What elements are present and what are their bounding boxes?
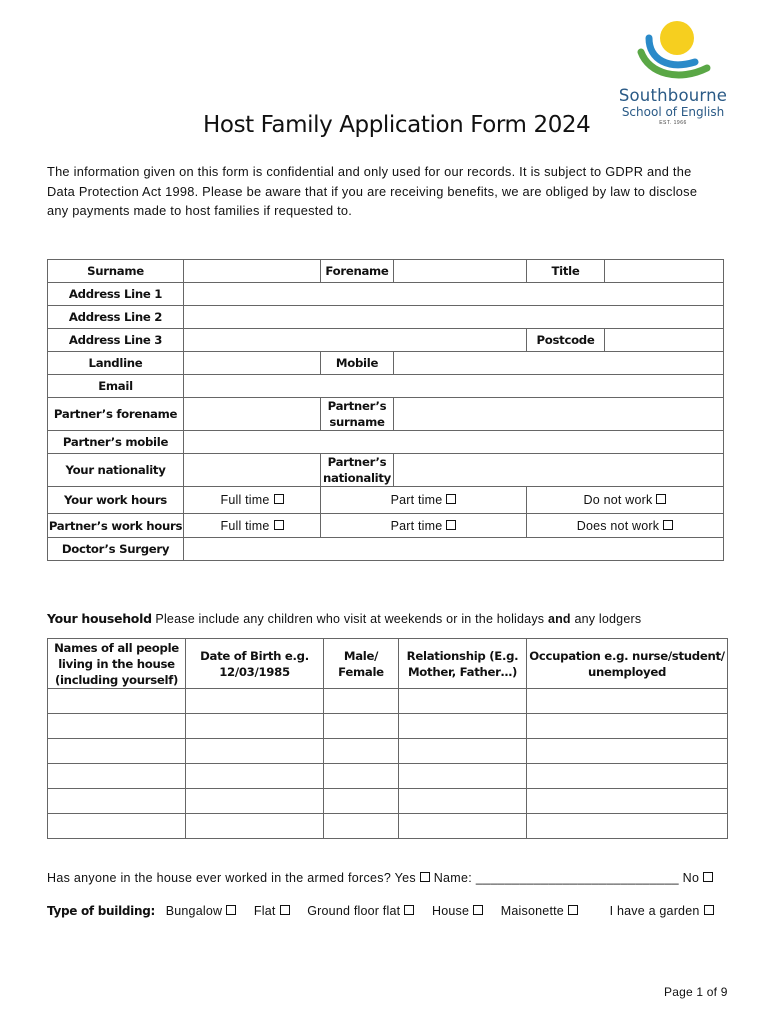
doctors-surgery-label: Doctor’s Surgery <box>48 538 184 561</box>
table-cell[interactable] <box>527 739 728 764</box>
table-row <box>48 714 728 739</box>
logo-sun-waves-icon <box>633 18 713 84</box>
building-option-garden[interactable] <box>610 904 714 918</box>
full-time-text: Full time <box>220 518 270 533</box>
table-cell[interactable] <box>186 789 324 814</box>
option-text: House <box>431 904 470 918</box>
surname-field[interactable] <box>184 260 321 283</box>
table-cell[interactable] <box>324 789 399 814</box>
table-cell[interactable] <box>399 739 527 764</box>
partner-forename-label: Partner’s forename <box>48 398 184 431</box>
table-cell[interactable] <box>399 689 527 714</box>
checkbox-icon[interactable] <box>568 905 578 915</box>
table-cell[interactable] <box>186 764 324 789</box>
title-label: Title <box>527 260 605 283</box>
armed-name-line[interactable]: ____________________________ <box>475 871 679 885</box>
option-text: Flat <box>253 904 276 918</box>
address2-field[interactable] <box>184 306 724 329</box>
armed-yes-text: Yes <box>394 871 416 885</box>
partner-part-time-option[interactable] <box>321 514 527 538</box>
table-cell[interactable] <box>186 739 324 764</box>
household-heading: Your household <box>47 611 152 626</box>
does-not-work-text: Does not work <box>576 518 660 533</box>
column-header: Occupation e.g. nurse/student/ unemployed <box>527 639 728 689</box>
table-cell[interactable] <box>186 714 324 739</box>
partner-nationality-field[interactable] <box>394 454 724 487</box>
column-header: Relationship (E.g. Mother, Father…) <box>399 639 527 689</box>
household-and: and <box>547 612 571 626</box>
checkbox-icon[interactable] <box>274 520 284 530</box>
work-full-time-option[interactable] <box>184 487 321 514</box>
table-cell[interactable] <box>324 764 399 789</box>
your-nationality-field[interactable] <box>184 454 321 487</box>
partner-nationality-label: Partner’s nationality <box>321 454 394 487</box>
part-time-text: Part time <box>390 493 443 507</box>
checkbox-icon[interactable] <box>226 905 236 915</box>
logo-name: Southbourne <box>618 86 728 105</box>
table-row <box>48 764 728 789</box>
page-title: Host Family Application Form 2024 <box>203 112 591 138</box>
household-note: Please include any children who visit at weekends or in the holidays <box>155 612 545 626</box>
armed-no-text: No <box>682 871 700 885</box>
forename-label: Forename <box>321 260 394 283</box>
checkbox-icon[interactable] <box>446 494 456 504</box>
partner-surname-label: Partner’s surname <box>321 398 394 431</box>
building-type-label: Type of building: <box>47 904 156 918</box>
household-note-end: any lodgers <box>574 612 642 626</box>
table-cell[interactable] <box>527 714 728 739</box>
partner-full-time-option[interactable] <box>184 514 321 538</box>
address1-label: Address Line 1 <box>48 283 184 306</box>
part-time-text: Part time <box>390 518 443 533</box>
table-row <box>48 739 728 764</box>
checkbox-icon[interactable] <box>404 905 414 915</box>
table-row <box>48 789 728 814</box>
armed-name-label: Name: <box>433 871 473 885</box>
partner-forename-field[interactable] <box>184 398 321 431</box>
table-cell[interactable] <box>48 814 186 839</box>
table-cell[interactable] <box>48 789 186 814</box>
table-row <box>48 814 728 839</box>
table-cell[interactable] <box>324 689 399 714</box>
armed-forces-text: Has anyone in the house ever worked in the armed forces? <box>47 871 392 885</box>
logo-est: EST. 1966 <box>659 120 687 126</box>
building-option-bungalow[interactable] <box>166 904 237 918</box>
logo-subtitle: School of English <box>621 105 725 119</box>
partner-mobile-label: Partner’s mobile <box>48 431 184 454</box>
do-not-work-text: Do not work <box>583 493 653 507</box>
partner-work-hours-label: Partner’s work hours <box>48 514 184 538</box>
partner-mobile-field[interactable] <box>184 431 724 454</box>
table-cell[interactable] <box>186 814 324 839</box>
table-cell[interactable] <box>527 764 728 789</box>
school-logo <box>608 18 738 130</box>
email-label: Email <box>48 375 184 398</box>
table-cell[interactable] <box>324 814 399 839</box>
building-type-row <box>47 904 727 918</box>
building-option-flat[interactable] <box>254 904 290 918</box>
table-cell[interactable] <box>527 789 728 814</box>
surname-label: Surname <box>48 260 184 283</box>
table-cell[interactable] <box>48 714 186 739</box>
your-nationality-label: Your nationality <box>48 454 184 487</box>
table-cell[interactable] <box>324 714 399 739</box>
table-cell[interactable] <box>399 714 527 739</box>
armed-yes-checkbox[interactable] <box>420 872 430 882</box>
table-cell[interactable] <box>324 739 399 764</box>
postcode-label: Postcode <box>527 329 605 352</box>
option-text: Ground floor flat <box>307 904 401 918</box>
table-cell[interactable] <box>48 764 186 789</box>
work-part-time-option[interactable] <box>321 487 527 514</box>
table-cell[interactable] <box>399 764 527 789</box>
option-text: Maisonette <box>500 904 564 918</box>
column-header: Date of Birth e.g. 12/03/1985 <box>186 639 324 689</box>
doctors-surgery-field[interactable] <box>184 538 724 561</box>
armed-no-checkbox[interactable] <box>703 872 713 882</box>
building-option-maisonette[interactable] <box>501 904 578 918</box>
partner-does-not-work-option[interactable] <box>527 514 724 538</box>
page-number: Page 1 of 9 <box>664 985 728 999</box>
checkbox-icon[interactable] <box>473 905 483 915</box>
address3-field[interactable] <box>184 329 527 352</box>
checkbox-icon[interactable] <box>704 905 714 915</box>
table-cell[interactable] <box>527 814 728 839</box>
address1-field[interactable] <box>184 283 724 306</box>
full-time-text: Full time <box>220 493 270 507</box>
household-table <box>47 638 728 839</box>
forename-field[interactable] <box>394 260 527 283</box>
table-cell[interactable] <box>399 814 527 839</box>
table-cell[interactable] <box>48 739 186 764</box>
address3-label: Address Line 3 <box>48 329 184 352</box>
table-cell[interactable] <box>527 689 728 714</box>
option-text: Bungalow <box>165 904 223 918</box>
mobile-label: Mobile <box>321 352 394 375</box>
landline-label: Landline <box>48 352 184 375</box>
intro-text: The information given on this form is confidential and only used for our records. It is subject to GDPR and the Data Protection Act 1998. Please be aware that if you are receiving benefits, we are obliged by law to disclose any payments made to host families if requested to. <box>47 164 698 218</box>
work-hours-label: Your work hours <box>48 487 184 514</box>
building-option-ground-floor-flat[interactable] <box>307 904 414 918</box>
building-option-house[interactable] <box>432 904 483 918</box>
option-text: I have a garden <box>609 904 700 918</box>
title-field[interactable] <box>605 260 724 283</box>
column-header: Names of all people living in the house (including yourself) <box>48 639 186 689</box>
partner-surname-field[interactable] <box>394 398 724 431</box>
checkbox-icon[interactable] <box>656 494 666 504</box>
mobile-field[interactable] <box>394 352 724 375</box>
table-cell[interactable] <box>48 689 186 714</box>
work-do-not-work-option[interactable] <box>527 487 724 514</box>
household-caption <box>47 611 641 626</box>
checkbox-icon[interactable] <box>274 494 284 504</box>
column-header: Male/ Female <box>324 639 399 689</box>
armed-forces-question <box>47 871 727 885</box>
checkbox-icon[interactable] <box>280 905 290 915</box>
personal-details-table <box>47 259 724 561</box>
address2-label: Address Line 2 <box>48 306 184 329</box>
checkbox-icon[interactable] <box>446 520 456 530</box>
postcode-field[interactable] <box>605 329 724 352</box>
landline-field[interactable] <box>184 352 321 375</box>
table-row <box>48 689 728 714</box>
checkbox-icon[interactable] <box>663 520 673 530</box>
table-cell[interactable] <box>186 689 324 714</box>
email-field[interactable] <box>184 375 724 398</box>
table-cell[interactable] <box>399 789 527 814</box>
